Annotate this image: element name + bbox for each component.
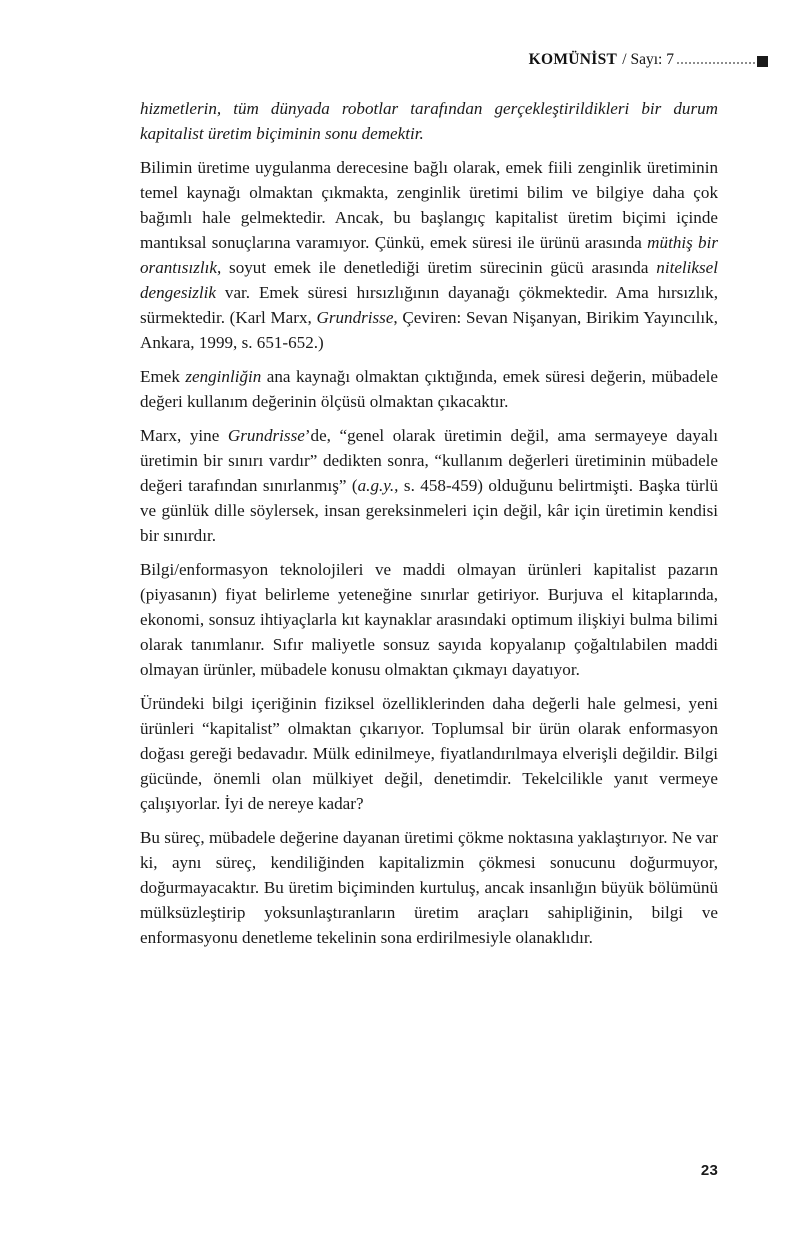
body-text: ana kaynağı olmaktan çıktığında, emek süresi değerin, mübadele değeri kullanım değerinin ölçüsü olmaktan çıkacaktır. bbox=[140, 367, 718, 411]
paragraph-quote-continuation: hizmetlerin, tüm dünyada robotlar tarafından gerçekleştirildikleri bir durum kapitalist üretim biçiminin sonu demektir. bbox=[140, 99, 718, 143]
emphasis-text: a.g.y., bbox=[357, 476, 399, 495]
emphasis-text: müthiş bir orantısızlık bbox=[140, 233, 719, 277]
header-separator: / bbox=[622, 51, 627, 68]
body-text: ’de, “genel olarak üretimin değil, ama sermayeye dayalı üretimin bir sınırı vardır” dedikten sonra, “kullanım değerleri üretiminin mübadele değeri tarafından sınırlanmış” ( bbox=[140, 426, 718, 495]
emphasis-text: Grundrisse bbox=[316, 308, 394, 327]
body-text: Bilimin üretime uygulanma derecesine bağlı olarak, emek fiili zenginlik üretiminin temel kaynağı olmaktan çıkmakta, zenginlik üretimi bilim ve bilgiye daha çok bağımlı hale gelmektedir. Ancak, bu başlangıç kapitalist üretim biçimi içinde mantıksal sonuçlarına varamıyor. Çünkü, emek süresi ile ürünü arasında bbox=[140, 158, 718, 252]
paragraph-body bbox=[140, 155, 718, 355]
body-text: , soyut emek ile denetlediği üretim sürecinin gücü arasında bbox=[216, 258, 657, 277]
body-text: s. 458-459) olduğunu belirtmişti. Başka türlü ve günlük dille söylersek, insan gereksinmeleri için değil, kâr için üretimin kendisi bir sınırdır. bbox=[140, 476, 718, 545]
paragraph-body: Bilgi/enformasyon teknolojileri ve maddi olmayan ürünleri kapitalist pazarın (piyasanın) fiyat belirleme yeteneğine sınırlar getiriyor. Burjuva el kitaplarında, ekonomi, sonsuz ihtiyaçlarla kıt kaynaklar arasındaki optimum ilişkiyi bulma bilimi olarak tanımlanır. Sıfır maliyetle sonsuz sayıda kopyalanıp çoğaltılabilen maddi olmayan ürünler, mübadele konusu olmaktan çıkmayı dayatıyor. bbox=[140, 560, 718, 679]
emphasis-text: Grundrisse bbox=[227, 426, 305, 445]
dotted-leader-rule bbox=[677, 61, 755, 64]
paragraph-body: Üründeki bilgi içeriğinin fiziksel özelliklerinden daha değerli hale gelmesi, yeni ürünleri “kapitalist” olmaktan çıkarıyor. Toplumsal bir ürün olarak enformasyon doğası gereği bedavadır. Mülk edinilmeye, fiyatlandırılmaya elverişli değildir. Bilgi gücünde, önemli olan mülkiyet değil, denetimdir. Tekelcilikle yanıt vermeye çalışıyorlar. İyi de nereye kadar? bbox=[140, 694, 718, 813]
issue-number: Sayı: 7 bbox=[630, 51, 674, 68]
body-text: Marx, yine bbox=[140, 426, 228, 445]
paragraph-body bbox=[140, 364, 718, 414]
running-header bbox=[140, 46, 768, 74]
emphasis-text: zenginliğin bbox=[185, 367, 262, 386]
paragraph-body: Bu süreç, mübadele değerine dayanan üretimi çökme noktasına yaklaştırıyor. Ne var ki, aynı süreç, kendiliğinden kapitalizmin çökmesi sonucunu doğurmuyor, doğurmayacaktır. Bu üretim biçiminden kurtuluş, ancak insanlığın büyük bölümünü mülksüzleştirip yoksunlaştıranların üretim araçları sahipliğinin, bilgi ve enformasyonu denetleme tekelinin sona erdirilmesiyle olanaklıdır. bbox=[140, 828, 718, 947]
square-marker-icon bbox=[757, 56, 768, 67]
paragraph-body bbox=[140, 423, 718, 548]
emphasis-text: niteliksel dengesizlik bbox=[140, 258, 718, 302]
page-number: 23 bbox=[700, 1162, 718, 1179]
text-column bbox=[140, 96, 718, 950]
body-text: var. Emek süresi hırsızlığının dayanağı çökmektedir. Ama hırsızlık, sürmektedir. (Karl Marx, bbox=[140, 283, 718, 327]
body-text: Emek bbox=[140, 367, 186, 386]
publication-title: KOMÜNİST bbox=[528, 51, 618, 68]
body-text: , Çeviren: Sevan Nişanyan, Birikim Yayıncılık, Ankara, 1999, s. 651-652.) bbox=[140, 308, 718, 352]
